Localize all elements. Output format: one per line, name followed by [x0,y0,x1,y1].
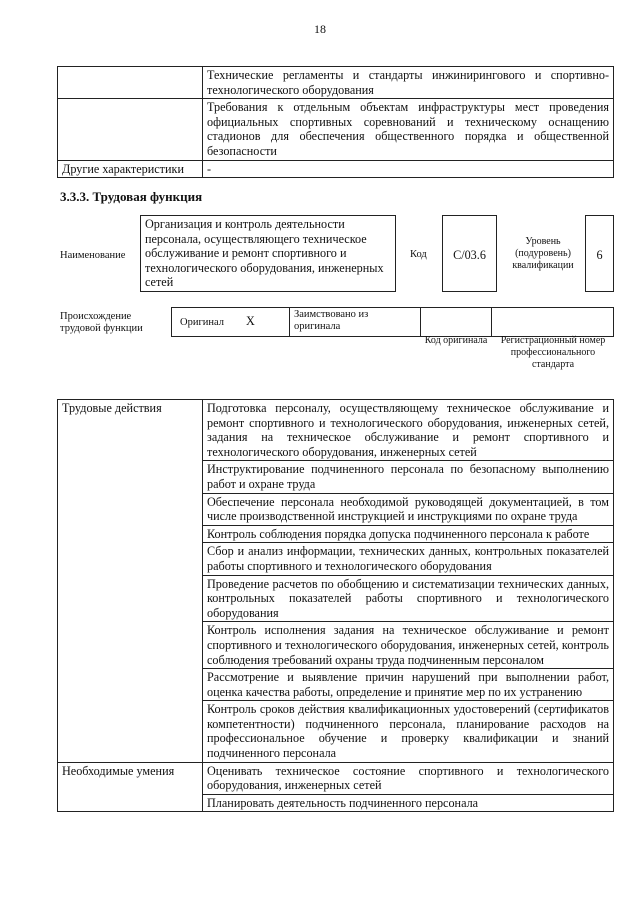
table-cell: Сбор и анализ информации, технических данных, контрольных показателей работы спортивного и технологического оборудования [203,543,614,575]
table-row [58,67,614,99]
code-caption: Код оригинала [424,335,488,346]
table-row [58,160,614,178]
section-title: 3.3.3. Трудовая функция [60,189,203,204]
table-row [58,762,614,794]
page-number: 18 [314,22,326,36]
level-value: 6 [596,248,603,262]
name-label: Наименование [60,250,126,261]
level-box [585,215,614,292]
level-label: Уровень (подуровень) квалификации [512,236,574,271]
function-code: С/03.6 [453,248,486,262]
row-label [58,67,203,99]
row-text: Требования к отдельным объектам инфраструктуры мест проведения официальных спортивных соревнований и техническому оснащению стадионов для обеспечения общественного порядка и общественной безопасности [203,99,614,160]
origin-label: Происхождение трудовой функции [60,311,143,334]
table-row [58,99,614,160]
row-label [58,99,203,160]
function-name-box [140,215,396,292]
table-cell: Обеспечение персонала необходимой руководящей документацией, в том числе производственной инструкцией и инструкциями по охране труда [203,493,614,525]
table-cell: Подготовка персоналу, осуществляющему техническое обслуживание и ремонт спортивного и технологического оборудования, инженерных сетей, задания на техническое обслуживание и ремонт спортивного и технологического оборудования, инженерных сетей [203,400,614,461]
reg-caption: Регистрационный номер профессионального стандарта [500,335,606,370]
code-label: Код [410,249,427,260]
row-text: - [203,160,614,178]
table-cell: Контроль исполнения задания на техническое обслуживание и ремонт спортивного и технологического оборудования, инженерных сетей, контроль соблюдения требований охраны труда подчиненным персоналом [203,622,614,669]
table-cell: Инструктирование подчиненного персонала по безопасному выполнению работ и охране труда [203,461,614,493]
table-cell: Контроль сроков действия квалификационных удостоверений (сертификатов компетентности) подчиненного персонала, планирование расходов на профессиональное обучение и проверку квалификации и знаний подчиненного персонала [203,701,614,762]
row-text: Технические регламенты и стандарты инжинирингового и спортивно-технологического оборудования [203,67,614,99]
characteristics-table [57,66,614,178]
labor-functions-table [57,399,614,812]
table-cell: Оценивать техническое состояние спортивного и технологического оборудования, инженерных сетей [203,762,614,794]
table-cell: Планировать деятельность подчиненного персонала [203,794,614,812]
origin-divider [491,307,492,337]
origin-divider [289,307,290,337]
group-label: Трудовые действия [58,400,203,763]
group-label: Необходимые умения [58,762,203,812]
table-cell: Контроль соблюдения порядка допуска подчиненного персонала к работе [203,525,614,543]
function-name: Организация и контроль деятельности персонала, осуществляющего техническое обслуживание и ремонт спортивного и технологического оборудования, инженерных сетей [145,217,384,290]
original-label: Оригинал [180,317,224,328]
table-cell: Рассмотрение и выявление причин нарушений при выполнении работ, оценка качества работы, определение и принятие мер по их устранению [203,669,614,701]
original-mark: X [246,314,255,328]
table-cell: Проведение расчетов по обобщению и систематизации технических данных, контрольных показателей работы спортивного и технологического оборудования [203,575,614,622]
table-row [58,400,614,461]
borrowed-label: Заимствовано из оригинала [294,309,369,332]
code-box [442,215,497,292]
row-label: Другие характеристики [58,160,203,178]
origin-divider [420,307,421,337]
